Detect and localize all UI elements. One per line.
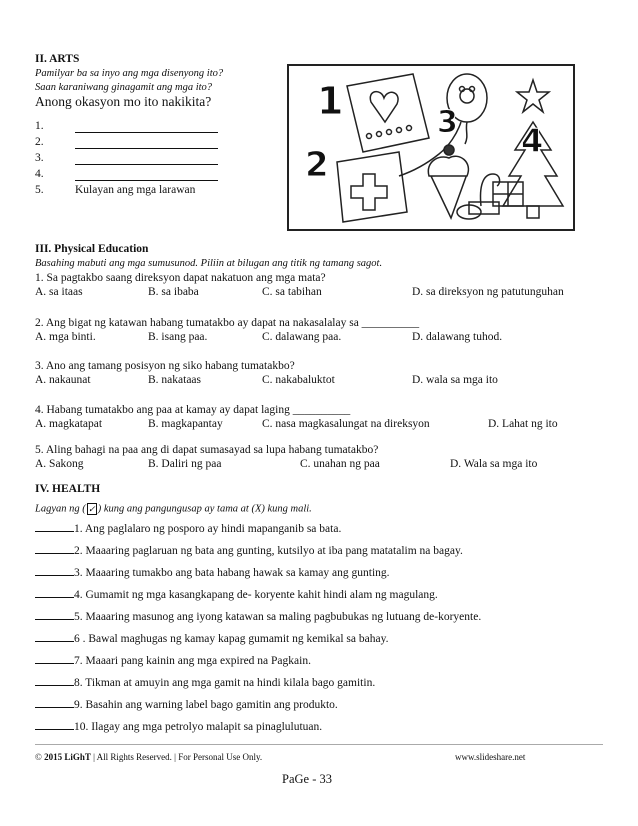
- valentine-card-icon: [347, 74, 429, 152]
- pe-question-text: 3. Ano ang tamang posisyon ng siko habang tumatakbo?: [35, 360, 295, 372]
- health-title: IV. HEALTH: [35, 483, 101, 495]
- pe-answer-option[interactable]: A. Sakong: [35, 458, 84, 470]
- pe-answer-option[interactable]: B. magkapantay: [148, 418, 223, 430]
- health-item: [35, 697, 338, 711]
- pe-answer-option[interactable]: D. dalawang tuhod.: [412, 331, 503, 343]
- health-item-text: 4. Gumamit ng mga kasangkapang de- koryente kahit hindi alam ng magulang.: [74, 589, 438, 601]
- health-item: [35, 609, 481, 623]
- arts-instruction-1: Pamilyar ba sa inyo ang mga disenyong ito?: [35, 68, 224, 79]
- arts-answer-blank[interactable]: [75, 139, 218, 149]
- health-answer-blank[interactable]: [35, 631, 74, 642]
- pe-answer-option[interactable]: D. Wala sa mga ito: [450, 458, 538, 470]
- pe-instruction: Basahing mabuti ang mga sumusunod. Piliin at bilugan ang titik ng tamang sagot.: [35, 258, 383, 269]
- health-item-text: 9. Basahin ang warning label bago gamitin ang produkto.: [74, 699, 338, 711]
- health-item-text: 1. Ang paglalaro ng posporo ay hindi mapanganib sa bata.: [74, 523, 342, 535]
- pe-question-text: 4. Habang tumatakbo ang paa at kamay ay dapat laging __________: [35, 404, 351, 416]
- pe-answer-option[interactable]: A. magkatapat: [35, 418, 103, 430]
- footer-divider: [35, 744, 603, 745]
- health-item: [35, 653, 311, 667]
- health-item-text: 8. Tikman at amuyin ang mga gamit na hindi kilala bago gamitin.: [74, 677, 376, 689]
- arts-title: II. ARTS: [35, 53, 80, 65]
- pe-question-text: 5. Aling bahagi na paa ang di dapat sumasayad sa lupa habang tumatakbo?: [35, 444, 379, 456]
- health-item: [35, 543, 463, 557]
- ice-cream-icon: [428, 145, 468, 218]
- health-instruction: [35, 503, 312, 515]
- arts-item-number: 3.: [35, 152, 44, 164]
- pe-answer-option[interactable]: D. wala sa mga ito: [412, 374, 498, 386]
- health-answer-blank[interactable]: [35, 675, 74, 686]
- pe-answer-option[interactable]: B. nakataas: [148, 374, 202, 386]
- pe-answer-option[interactable]: A. sa itaas: [35, 286, 83, 298]
- health-item-text: 7. Maaari pang kainin ang mga expired na Pagkain.: [74, 655, 311, 667]
- footer-copyright-rest: | All Rights Reserved. | For Personal Use Only.: [90, 752, 263, 762]
- arts-item-text: Kulayan ang mga larawan: [75, 184, 196, 196]
- arts-answer-blank[interactable]: [75, 171, 218, 181]
- arts-question: Anong okasyon mo ito nakikita?: [35, 94, 212, 109]
- pe-answer-option[interactable]: C. nakabaluktot: [262, 374, 335, 386]
- arts-item-number: 5.: [35, 184, 44, 196]
- arts-picture: [287, 64, 575, 231]
- health-answer-blank[interactable]: [35, 697, 74, 708]
- pe-answer-option[interactable]: D. sa direksyon ng patutunguhan: [412, 286, 564, 298]
- health-answer-blank[interactable]: [35, 543, 74, 554]
- footer-copyright: [35, 752, 262, 762]
- pe-answer-option[interactable]: B. Daliri ng paa: [148, 458, 222, 470]
- health-answer-blank[interactable]: [35, 521, 74, 532]
- health-item-text: 2. Maaaring paglaruan ng bata ang gunting, kutsilyo at iba pang matatalim na bagay.: [74, 545, 463, 557]
- health-item: [35, 675, 375, 689]
- arts-instruction-2: Saan karaniwang ginagamit ang mga ito?: [35, 82, 213, 93]
- health-instruction-post: ) kung ang pangungusap ay tama at (X) kung mali.: [97, 503, 312, 515]
- gift-box-icon: [457, 174, 523, 219]
- health-item-text: 10. Ilagay ang mga petrolyo malapit sa pinaglulutuan.: [74, 721, 323, 733]
- health-item-text: 5. Maaaring masunog ang iyong katawan sa maling pagbubukas ng lutuang de-koryente.: [74, 611, 482, 623]
- health-answer-blank[interactable]: [35, 609, 74, 620]
- holiday-designs-drawing: [289, 66, 573, 229]
- copyright-icon: ©: [35, 752, 42, 762]
- pe-answer-option[interactable]: D. Lahat ng ito: [488, 418, 558, 430]
- picture-number-2: 2: [305, 145, 329, 185]
- pe-answer-option[interactable]: B. sa ibaba: [148, 286, 199, 298]
- pe-answer-option[interactable]: C. unahan ng paa: [300, 458, 380, 470]
- health-item-text: 6 . Bawal maghugas ng kamay kapag gumamit ng kemikal sa bahay.: [74, 633, 389, 645]
- health-answer-blank[interactable]: [35, 653, 74, 664]
- picture-number-3: 3: [437, 105, 458, 140]
- health-item: [35, 565, 390, 579]
- pe-answer-option[interactable]: C. dalawang paa.: [262, 331, 342, 343]
- footer-copyright-year: 2015 LiGhT: [44, 752, 91, 762]
- pe-title: III. Physical Education: [35, 243, 149, 255]
- arts-answer-blank[interactable]: [75, 155, 218, 165]
- pe-answer-option[interactable]: B. isang paa.: [148, 331, 208, 343]
- page-number: PaGe - 33: [282, 772, 332, 786]
- arts-item-number: 1.: [35, 120, 44, 132]
- health-item: [35, 719, 322, 733]
- health-answer-blank[interactable]: [35, 587, 74, 598]
- arts-answer-blank[interactable]: [75, 123, 218, 133]
- health-answer-blank[interactable]: [35, 565, 74, 576]
- picture-number-1: 1: [317, 79, 344, 123]
- arts-item-number: 2.: [35, 136, 44, 148]
- pe-answer-option[interactable]: A. mga binti.: [35, 331, 96, 343]
- arts-item-number: 4.: [35, 168, 44, 180]
- health-item: [35, 631, 388, 645]
- pe-answer-option[interactable]: C. nasa magkasalungat na direksyon: [262, 418, 430, 430]
- pe-question-text: 1. Sa pagtakbo saang direksyon dapat nakatuon ang mga mata?: [35, 272, 326, 284]
- pe-answer-option[interactable]: C. sa tabihan: [262, 286, 322, 298]
- footer-website[interactable]: www.slideshare.net: [455, 752, 526, 762]
- health-instruction-pre: Lagyan ng (: [35, 503, 86, 515]
- health-item: [35, 521, 341, 535]
- health-item-text: 3. Maaaring tumakbo ang bata habang hawak sa kamay ang gunting.: [74, 567, 390, 579]
- pe-question-text: 2. Ang bigat ng katawan habang tumatakbo ay dapat na nakasalalay sa __________: [35, 317, 420, 329]
- check-mark-icon: ✓: [87, 504, 96, 514]
- health-answer-blank[interactable]: [35, 719, 74, 730]
- picture-number-4: 4: [521, 122, 544, 160]
- pe-answer-option[interactable]: A. nakaunat: [35, 374, 91, 386]
- health-item: [35, 587, 438, 601]
